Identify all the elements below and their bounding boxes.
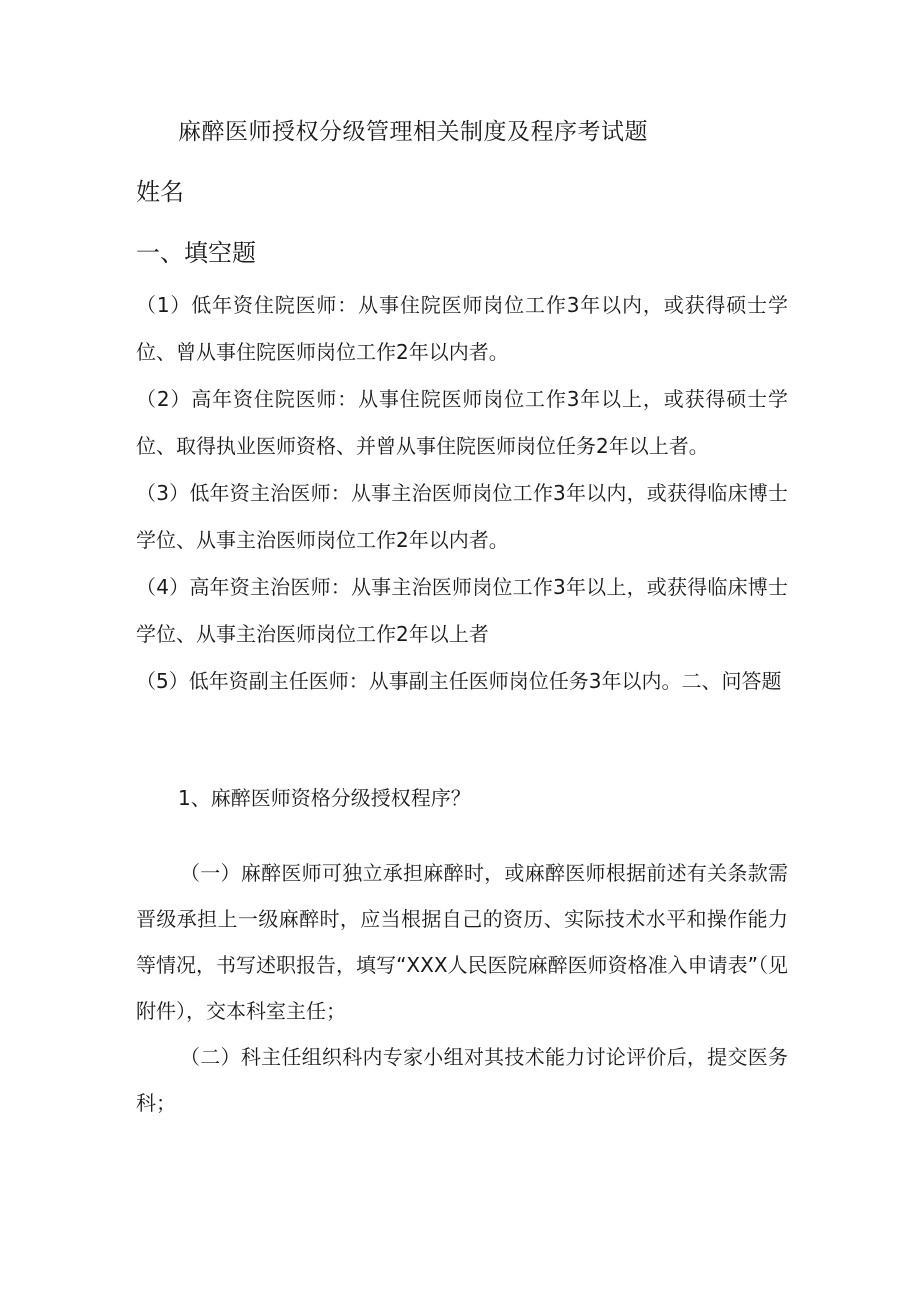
answer-paragraph: （二）科主任组织科内专家小组对其技术能力讨论评价后，提交医务科； bbox=[136, 1045, 788, 1115]
question-title: 1、麻醉医师资格分级授权程序？ bbox=[178, 786, 471, 810]
fill-in-item: （4）高年资主治医师：从事主治医师岗位工作3年以上，或获得临床博士学位、从事主治医师岗位工作2年以上者 bbox=[136, 575, 788, 646]
section-heading-fill-in: 一、填空题 bbox=[136, 239, 256, 267]
answer-paragraph: （一）麻醉医师可独立承担麻醉时，或麻醉医师根据前述有关条款需晋级承担上一级麻醉时，应当根据自己的资历、实际技术水平和操作能力等情况，书写述职报告，填写“XXX人民医院麻醉医师资格准入申请表”（见附件），交本科室主任； bbox=[136, 861, 788, 1023]
question-answers bbox=[136, 850, 788, 1126]
fill-in-items-list bbox=[136, 282, 788, 705]
fill-in-item: （3）低年资主治医师：从事主治医师岗位工作3年以内，或获得临床博士学位、从事主治医师岗位工作2年以内者。 bbox=[136, 481, 788, 552]
fill-in-item: （1）低年资住院医师：从事住院医师岗位工作3年以内，或获得硕士学位、曾从事住院医师岗位工作2年以内者。 bbox=[136, 293, 788, 364]
fill-in-item: （2）高年资住院医师：从事住院医师岗位工作3年以上，或获得硕士学位、取得执业医师资格、并曾从事住院医师岗位任务2年以上者。 bbox=[136, 387, 788, 458]
name-label: 姓名 bbox=[136, 178, 184, 206]
document-title: 麻醉医师授权分级管理相关制度及程序考试题 bbox=[178, 119, 648, 145]
fill-in-item: （5）低年资副主任医师：从事副主任医师岗位任务3年以内。二、问答题 bbox=[136, 669, 782, 693]
